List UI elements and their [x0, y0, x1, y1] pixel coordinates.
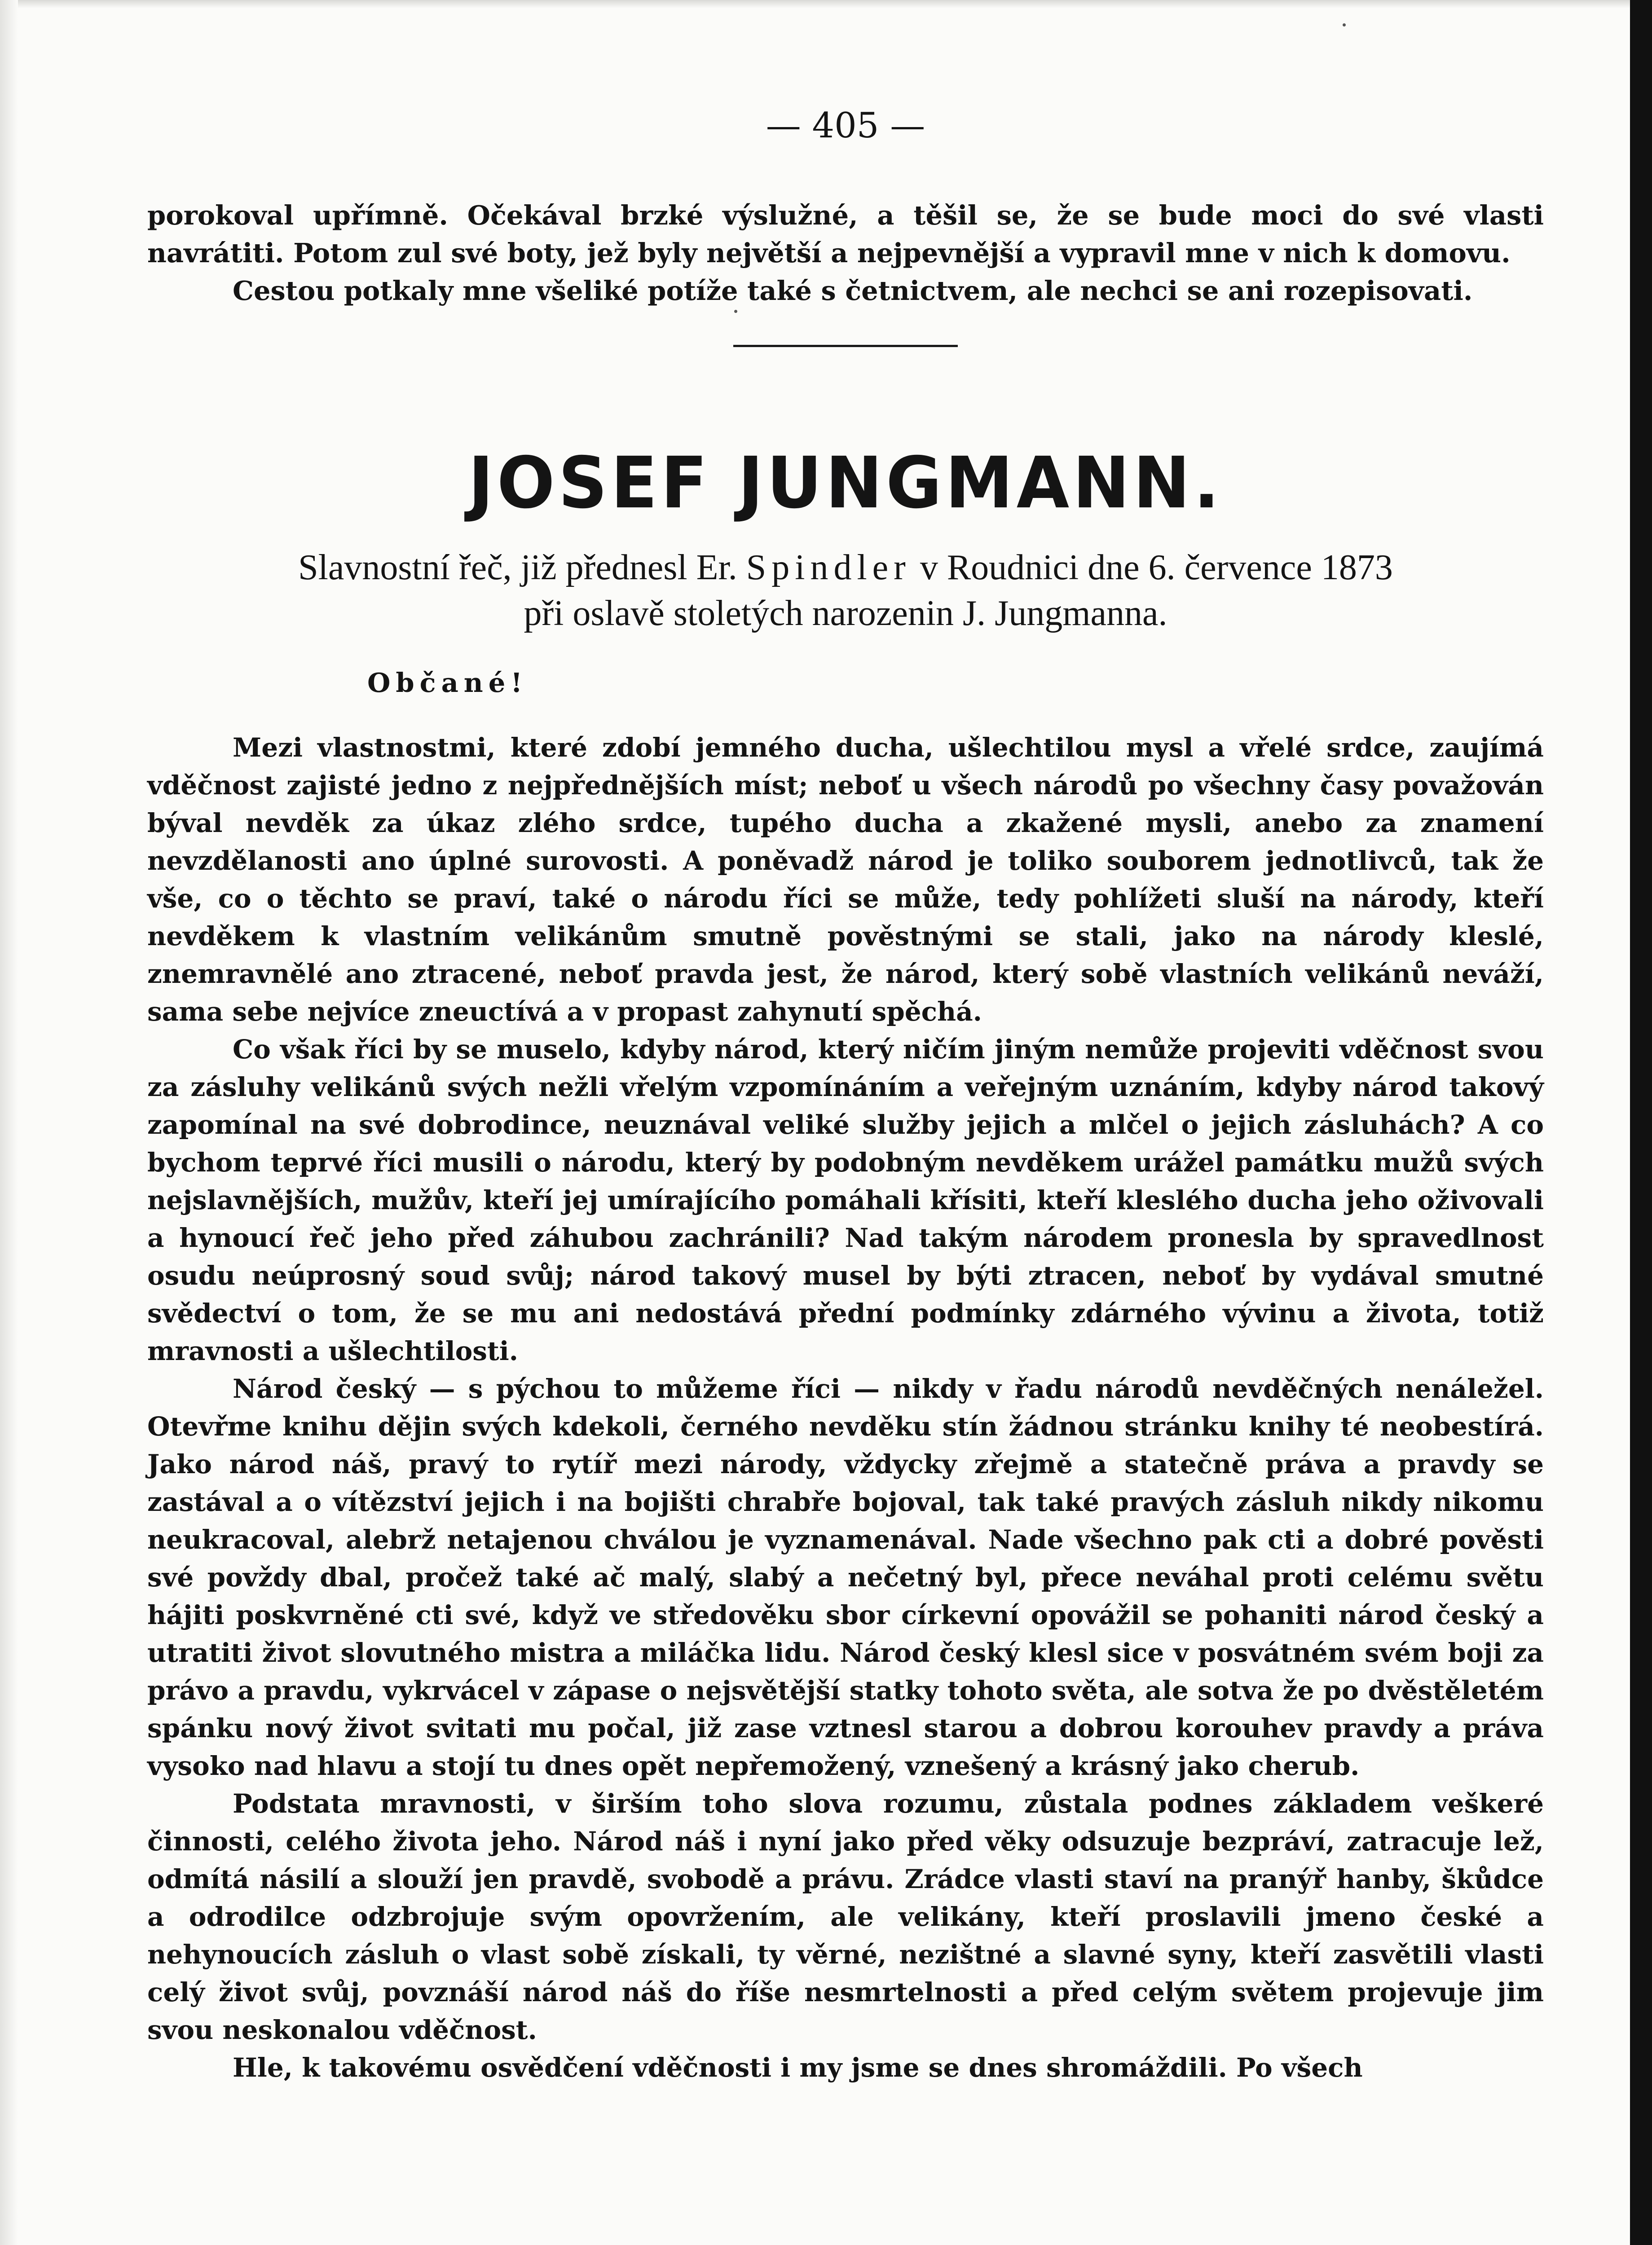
scan-dust — [1343, 23, 1346, 26]
page-content — [147, 104, 1544, 2087]
body-paragraph-2: Co však říci by se muselo, kdyby národ, který ničím jiným nemůže projeviti vděčnost svou za zásluhy velikánů svých nežli vřelým vzpomínáním a veřejným uznáním, kdyby národ takový zapomínal na své dobrodince, neuznával veliké služby jejich a mlčel o jejich zásluhách? A co bychom teprvé říci musili o národu, který by podobným nevděkem urážel památku mužů svých nejslavnějších, mužův, kteří jej umírajícího pomáhali křísiti, kteří kleslého ducha jeho oživovali a hynoucí řeč jeho před záhubou zachránili? Nad takým národem pronesla by spravedlnost osudu neúprosný soud svůj; národ takový musel by býti ztracen, neboť by vydával smutné svědectví o tom, že se mu ani nedostává přední podmínky zdárného vývinu a života, totiž mravnosti a ušlechtilosti. — [147, 1034, 1544, 1366]
article-title: JOSEF JUNGMANN. — [468, 442, 1223, 524]
intro-paragraph-2: Cestou potkaly mne všeliké potíže také s četnictvem, ale nechci se ani rozepisovati. — [233, 275, 1473, 306]
article-subtitle-line-1 — [147, 545, 1544, 590]
body-paragraph-1: Mezi vlastnostmi, které zdobí jemného ducha, ušlechtilou mysl a vřelé srdce, zaujímá vděčnost zajisté jedno z nejpřednějších míst; neboť u všech národů po všechny časy považován býval nevděk za úkaz zlého srdce, tupého ducha a zkažené mysli, anebo za znamení nevzdělanosti ano úplné surovosti. A poněvadž národ je toliko souborem jednotlivců, tak že vše, co o těchto se praví, také o národu říci se může, tedy pohlížeti sluší na národy, kteří nevděkem k vlastním velikánům smutně pověstnými se stali, jako na národy kleslé, znemravnělé ano ztracené, neboť pravda jest, že národ, který sobě vlastních velikánů neváží, sama sebe nejvíce zneuctívá a v propast zahynutí spěchá. — [147, 732, 1544, 1027]
subtitle-suffix: v Roudnici dne 6. července 1873 — [920, 548, 1393, 587]
page-number: — 405 — — [766, 106, 925, 146]
scan-edge-top — [0, 0, 1630, 8]
scan-edge-left — [0, 0, 18, 2245]
body-paragraph-3: Národ český — s pýchou to můžeme říci — nikdy v řadu národů nevděčných nenáležel. Otevřme knihu dějin svých kdekoli, černého nevděku stín žádnou stránku knihy té neobestírá. Jako národ náš, pravý to rytíř mezi národy, vždycky zřejmě a statečně práva a pravdy se zastával a o vítězství jejich i na bojišti chrabře bojoval, tak také pravých zásluh nikdy nikomu neukracoval, alebrž netajenou chválou je vyznamenával. Nade všechno pak cti a dobré pověsti své povždy dbal, pročež také ač malý, slabý a nečetný byl, přece neváhal proti celému světu hájiti poskvrněné cti své, když ve středověku sbor církevní opovážil se pohaniti národ český a utratiti život slovutného mistra a miláčka lidu. Národ český klesl sice v posvátném svém boji za právo a pravdu, vykrvácel v zápase o nejsvětější statky tohoto světa, ale sotva že po dvěstěletém spánku nový život svitati mu počal, již zase vztnesl starou a dobrou korouhev pravdy a práva vysoko nad hlavu a stojí tu dnes opět nepřemožený, vznešený a krásný jako cherub. — [147, 1373, 1544, 1781]
speaker-name: Spindler — [746, 548, 911, 587]
subtitle-prefix: Slavnostní řeč, již přednesl Er. — [298, 548, 737, 587]
intro-paragraph-1: porokoval upřímně. Očekával brzké výslužné, a těšil se, že se bude moci do své vlasti navrátiti. Potom zul své boty, jež byly největší a nejpevnější a vypravil mne v nich k domovu. — [147, 200, 1544, 269]
body-paragraph-5: Hle, k takovému osvědčení vděčnosti i my jsme se dnes shromáždili. Po všech — [233, 2052, 1363, 2083]
article-subtitle-line-2: při oslavě stoletých narozenin J. Jungmanna. — [524, 594, 1167, 633]
section-divider — [733, 345, 958, 347]
body-paragraph-4: Podstata mravnosti, v širším toho slova rozumu, zůstala podnes základem veškeré činnosti, celého života jeho. Národ náš i nyní jako před věky odsuzuje bezpráví, zatracuje lež, odmítá násilí a slouží jen pravdě, svobodě a právu. Zrádce vlasti staví na pranýř hanby, škůdce a odrodilce odzbrojuje svým opovržením, ale velikány, kteří proslavili jmeno české a nehynoucích zásluh o vlast sobě získali, ty věrné, nezištné a slavné syny, kteří zasvětili vlasti celý život svůj, povznáší národ náš do říše nesmrtelnosti a před celým světem projevuje jim svou neskonalou vděčnost. — [147, 1788, 1544, 2045]
salutation: Občané! — [367, 667, 528, 698]
